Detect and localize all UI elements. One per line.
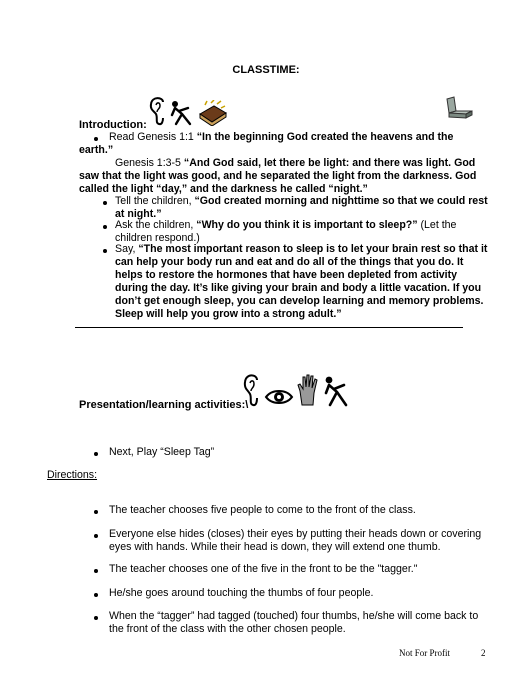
intro-bullet-1-quote: “In the beginning God created the heavens and the xyxy=(196,131,454,143)
directions-label: Directions: xyxy=(47,469,98,481)
genesis-passage-line-1 xyxy=(115,157,475,170)
ear-icon xyxy=(242,373,262,407)
intro-bullet-3-text: Ask the children, xyxy=(115,219,197,231)
direction-4: He/she goes around touching the thumbs of four people. xyxy=(109,587,374,599)
intro-bullet-4-quote-5: don’t get enough sleep, you can develop learning and memory problems. xyxy=(115,295,484,307)
stretching-figure-icon xyxy=(324,375,352,407)
hand-icon xyxy=(296,373,322,407)
intro-bullet-3-question: “Why do you think it is important to sleep?” xyxy=(196,219,418,231)
intro-bullet-3-note: (Let the xyxy=(417,219,457,231)
intro-bullet-2-quote: “God created morning and nighttime so that we could rest xyxy=(194,195,488,207)
page-title: CLASSTIME: xyxy=(232,64,300,76)
direction-1: The teacher chooses five people to come to the front of the class. xyxy=(109,504,416,516)
intro-bullet-2 xyxy=(115,195,488,208)
bullet-dot xyxy=(103,249,107,253)
book-icon xyxy=(198,100,228,126)
stretching-figure-icon xyxy=(170,100,196,126)
intro-bullet-4-quote-4: during the day. It’s like giving your brain and body a little vacation. If you xyxy=(115,282,482,294)
eye-icon xyxy=(264,387,294,407)
presentation-label: Presentation/learning activities:\ xyxy=(79,399,249,411)
ear-icon xyxy=(148,96,168,126)
page-number: 2 xyxy=(481,648,486,658)
intro-bullet-4-text: Say, xyxy=(115,243,139,255)
genesis-quote-2: saw that the light was good, and he separated the light from the darkness. God xyxy=(79,170,477,182)
footer-text: Not For Profit xyxy=(399,648,451,658)
introduction-label: Introduction: xyxy=(79,119,147,131)
bullet-dot xyxy=(94,137,98,141)
genesis-quote-1: “And God said, let there be light: and there was light. God xyxy=(183,157,476,169)
direction-2-line-2: eyes with hands. While their head is down, they will extend one thumb. xyxy=(109,541,441,553)
bullet-dot xyxy=(103,225,107,229)
intro-bullet-4-quote-6: Sleep will help you grow into a strong adult.” xyxy=(115,308,342,320)
direction-2-line-1: Everyone else hides (closes) their eyes by putting their heads down or covering xyxy=(109,528,482,540)
intro-bullet-4-quote-1: “The most important reason to sleep is to let your brain rest so that it xyxy=(138,243,488,255)
bullet-dot xyxy=(94,534,98,538)
genesis-quote-3: called the light “day,” and the darkness he called “night.” xyxy=(79,183,368,195)
direction-5-line-2: the front of the class with the other chosen people. xyxy=(109,623,346,635)
bullet-dot xyxy=(94,593,98,597)
presentation-next: Next, Play “Sleep Tag” xyxy=(109,446,215,458)
direction-5-line-1: When the “tagger” had tagged (touched) four thumbs, he/she will come back to xyxy=(109,610,479,622)
bullet-dot xyxy=(94,452,98,456)
bullet-dot xyxy=(94,569,98,573)
presentation-icons xyxy=(242,373,352,407)
introduction-icons xyxy=(148,96,228,126)
bullet-dot xyxy=(103,201,107,205)
genesis-reference: Genesis 1:3-5 xyxy=(115,157,184,169)
bullet-dot xyxy=(94,510,98,514)
intro-bullet-4-quote-2: can help your body run and eat and do all of the things that you do. It xyxy=(115,256,464,268)
intro-bullet-1 xyxy=(109,131,453,144)
intro-bullet-4 xyxy=(115,243,487,256)
intro-bullet-2-text: Tell the children, xyxy=(115,195,195,207)
intro-bullet-4-quote-3: helps to restore the hormones that have been depleted from activity xyxy=(115,269,458,281)
intro-bullet-2-quote-cont: at night.” xyxy=(115,208,162,220)
bullet-dot xyxy=(94,616,98,620)
direction-3: The teacher chooses one of the five in the front to be the "tagger." xyxy=(109,563,418,575)
intro-bullet-1-quote-cont: earth.” xyxy=(79,144,114,156)
section-divider xyxy=(75,327,463,328)
intro-bullet-3-note-cont: children respond.) xyxy=(115,232,200,244)
chair-icon xyxy=(444,95,476,121)
intro-bullet-3 xyxy=(115,219,456,232)
intro-bullet-1-text: Read Genesis 1:1 xyxy=(109,131,197,143)
